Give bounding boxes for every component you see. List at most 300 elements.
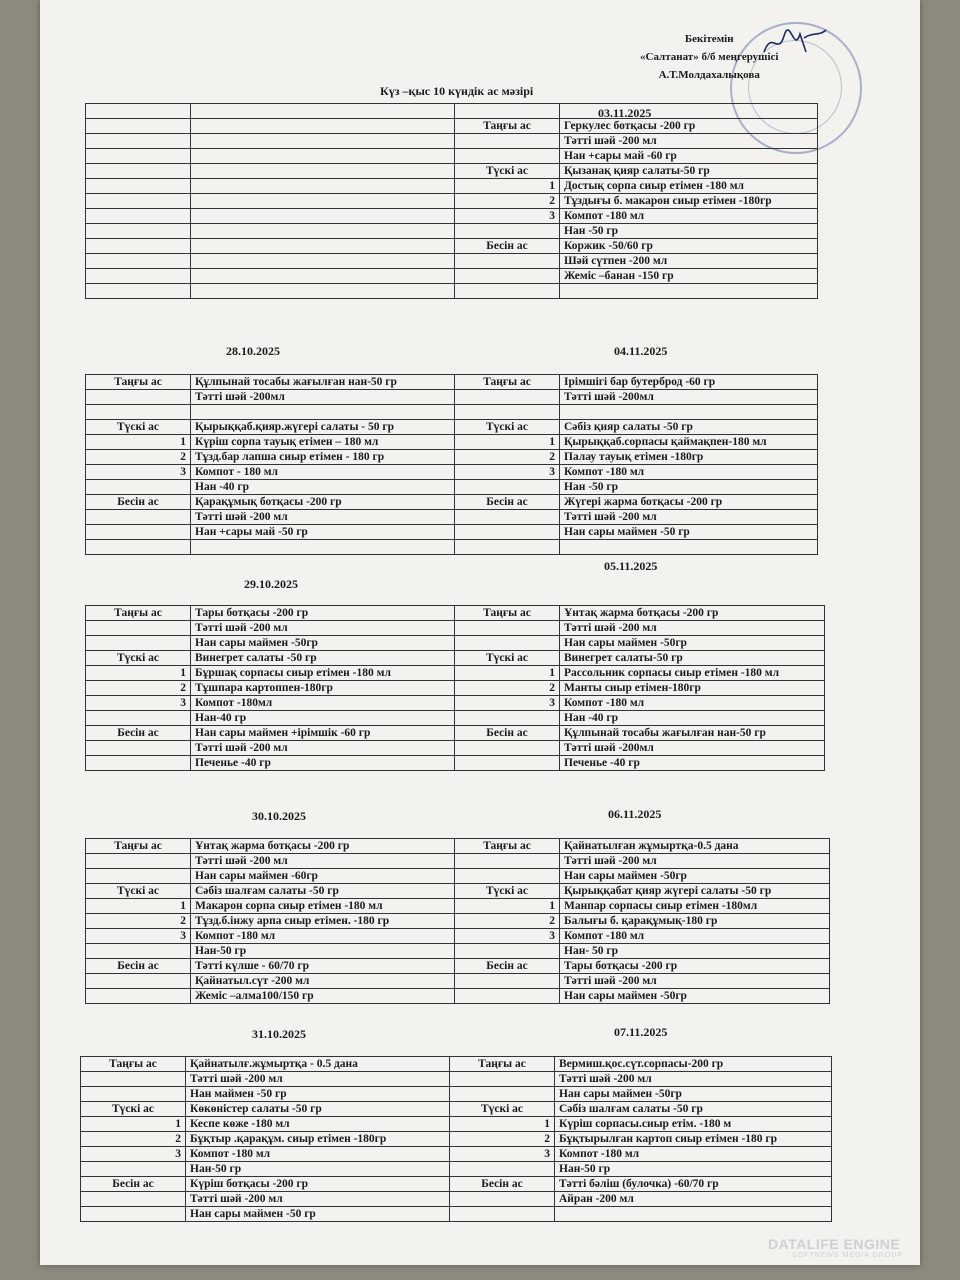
meal-label [86, 869, 191, 884]
meal-label: Таңғы ас [455, 375, 560, 390]
date-label: 31.10.2025 [252, 1027, 306, 1041]
table-row [86, 134, 818, 149]
meal-label [455, 284, 560, 299]
meal-label [450, 1087, 555, 1102]
meal-label [455, 480, 560, 495]
table-row [86, 104, 818, 119]
meal-label: Бесін ас [81, 1177, 186, 1192]
menu-item: Вермиш.қос.сүт.сорпасы-200 гр [555, 1057, 832, 1072]
course-number: 2 [455, 194, 560, 209]
watermark-sub: SOFTNEWS MEDIA GROUP [792, 1252, 904, 1259]
meal-label: Таңғы ас [86, 375, 191, 390]
meal-label: Түскі ас [86, 884, 191, 899]
table-row [86, 525, 818, 540]
meal-label [86, 149, 191, 164]
menu-item [191, 104, 455, 119]
menu-item: Компот -180 мл [560, 929, 830, 944]
course-number: 2 [450, 1132, 555, 1147]
meal-label [455, 944, 560, 959]
meal-label [86, 525, 191, 540]
menu-item: Ұнтақ жарма ботқасы -200 гр [191, 839, 455, 854]
menu-item [191, 540, 455, 555]
table-row [86, 606, 825, 621]
meal-label [86, 636, 191, 651]
table-row [86, 164, 818, 179]
meal-label [455, 525, 560, 540]
date-label: 04.11.2025 [614, 344, 668, 358]
meal-label: Бесін ас [450, 1177, 555, 1192]
meal-label [86, 540, 191, 555]
menu-item: Тәтті шәй -200 мл [560, 510, 818, 525]
table-row [86, 465, 818, 480]
meal-label [455, 224, 560, 239]
meal-label [86, 405, 191, 420]
table-row [86, 149, 818, 164]
meal-label [450, 1072, 555, 1087]
meal-label [86, 390, 191, 405]
menu-item: Тәтті шәй -200 мл [191, 741, 455, 756]
table-row [86, 119, 818, 134]
meal-label: Таңғы ас [455, 606, 560, 621]
menu-item [191, 134, 455, 149]
menu-item: Ұнтақ жарма ботқасы -200 гр [560, 606, 825, 621]
meal-label: Таңғы ас [86, 839, 191, 854]
approval-block [640, 30, 778, 84]
meal-label [86, 134, 191, 149]
menu-item: Тары ботқасы -200 гр [191, 606, 455, 621]
menu-item: Нан -40 гр [191, 480, 455, 495]
table-row [86, 914, 830, 929]
course-number: 3 [450, 1147, 555, 1162]
table-row [81, 1177, 832, 1192]
meal-label [86, 209, 191, 224]
menu-item [555, 1207, 832, 1222]
meal-label [86, 179, 191, 194]
meal-label: Таңғы ас [81, 1057, 186, 1072]
menu-item: Нан- 50 гр [560, 944, 830, 959]
menu-item: Сәбіз шалғам салаты -50 гр [191, 884, 455, 899]
date-label: 07.11.2025 [614, 1025, 668, 1039]
menu-item: Нан сары маймен -60гр [191, 869, 455, 884]
course-number: 1 [455, 179, 560, 194]
menu-item: Винегрет салаты -50 гр [191, 651, 455, 666]
course-number: 3 [455, 209, 560, 224]
table-row [86, 959, 830, 974]
table-row [86, 726, 825, 741]
menu-item: Сәбіз шалғам салаты -50 гр [555, 1102, 832, 1117]
table-row [86, 224, 818, 239]
course-number: 2 [81, 1132, 186, 1147]
meal-label [455, 974, 560, 989]
table-row [81, 1072, 832, 1087]
table-row [81, 1192, 832, 1207]
menu-table-29-10-05-11 [85, 605, 825, 771]
course-number: 1 [86, 666, 191, 681]
table-row [86, 854, 830, 869]
table-row [86, 681, 825, 696]
menu-item: Нан сары маймен -50гр [560, 636, 825, 651]
menu-item: Компот -180 мл [560, 209, 818, 224]
table-row [86, 621, 825, 636]
course-number: 2 [455, 914, 560, 929]
menu-item: Нан сары маймен -50гр [191, 636, 455, 651]
menu-item: Тұздығы б. макарон сиыр етімен -180гр [560, 194, 818, 209]
table-row [86, 390, 818, 405]
meal-label [86, 104, 191, 119]
menu-item: Тәтті шәй -200 мл [191, 510, 455, 525]
menu-item: Тәтті шәй -200 мл [560, 974, 830, 989]
menu-item: Қарақұмық ботқасы -200 гр [191, 495, 455, 510]
meal-label [81, 1162, 186, 1177]
meal-label [455, 405, 560, 420]
menu-item: Нан +сары май -50 гр [191, 525, 455, 540]
meal-label [455, 756, 560, 771]
menu-item [191, 254, 455, 269]
table-row [86, 989, 830, 1004]
menu-item: Нан -40 гр [560, 711, 825, 726]
menu-item [560, 104, 818, 119]
date-label: 29.10.2025 [244, 577, 298, 591]
menu-item: Тәтті шәй -200мл [560, 741, 825, 756]
menu-item: Жеміс –алма100/150 гр [191, 989, 455, 1004]
menu-item: Балығы б. қарақұмық-180 гр [560, 914, 830, 929]
menu-item: Тәтті шәй -200 мл [560, 134, 818, 149]
menu-item: Нан маймен -50 гр [186, 1087, 450, 1102]
meal-label [455, 636, 560, 651]
menu-item [191, 239, 455, 254]
course-number: 2 [86, 681, 191, 696]
course-number: 1 [86, 899, 191, 914]
meal-label [455, 989, 560, 1004]
menu-item: Компот -180 мл [186, 1147, 450, 1162]
menu-table-30-10-06-11 [85, 838, 830, 1004]
menu-item: Күріш сорпасы.сиыр етім. -180 м [555, 1117, 832, 1132]
date-label: 05.11.2025 [604, 559, 658, 573]
meal-label [86, 989, 191, 1004]
table-row [86, 480, 818, 495]
menu-item: Қырыққаб.сорпасы қаймақпен-180 мл [560, 435, 818, 450]
menu-item: Нан сары маймен -50гр [560, 869, 830, 884]
meal-label [86, 269, 191, 284]
menu-item: Тәтті шәй -200 мл [560, 854, 830, 869]
menu-item: Қайнатыл.сүт -200 мл [191, 974, 455, 989]
meal-label [455, 104, 560, 119]
meal-label [86, 194, 191, 209]
menu-table-03-11 [85, 103, 818, 299]
meal-label [86, 510, 191, 525]
menu-item: Печенье -40 гр [191, 756, 455, 771]
course-number: 3 [86, 929, 191, 944]
table-row [86, 929, 830, 944]
date-label: 06.11.2025 [608, 807, 662, 821]
meal-label: Бесін ас [86, 726, 191, 741]
meal-label [455, 390, 560, 405]
meal-label [86, 944, 191, 959]
course-number: 1 [450, 1117, 555, 1132]
meal-label [455, 741, 560, 756]
menu-item: Манты сиыр етімен-180гр [560, 681, 825, 696]
menu-item: Рассольник сорпасы сиыр етімен -180 мл [560, 666, 825, 681]
menu-item [560, 405, 818, 420]
menu-item: Тұзд.бар лапша сиыр етімен - 180 гр [191, 450, 455, 465]
meal-label [455, 621, 560, 636]
table-row [86, 756, 825, 771]
menu-item [191, 149, 455, 164]
meal-label [86, 224, 191, 239]
meal-label [86, 284, 191, 299]
date-label: 30.10.2025 [252, 809, 306, 823]
menu-item: Күріш сорпа тауық етімен – 180 мл [191, 435, 455, 450]
table-row [81, 1207, 832, 1222]
meal-label [86, 164, 191, 179]
menu-item [191, 405, 455, 420]
course-number: 1 [86, 435, 191, 450]
menu-item: Геркулес ботқасы -200 гр [560, 119, 818, 134]
menu-item: Нан сары маймен -50 гр [560, 525, 818, 540]
menu-item: Тәтті шәй -200 мл [191, 621, 455, 636]
menu-item: Манпар сорпасы сиыр етімен -180мл [560, 899, 830, 914]
menu-item: Нан-40 гр [191, 711, 455, 726]
menu-item: Бұқтыр .қарақұм. сиыр етімен -180гр [186, 1132, 450, 1147]
meal-label [86, 756, 191, 771]
course-number: 2 [455, 450, 560, 465]
meal-label [86, 711, 191, 726]
menu-table-31-10-07-11 [80, 1056, 832, 1222]
menu-item: Нан +сары май -60 гр [560, 149, 818, 164]
approval-name: А.Т.Молдахалықова [658, 69, 760, 81]
menu-item [191, 119, 455, 134]
meal-label [450, 1162, 555, 1177]
table-row [86, 899, 830, 914]
menu-item: Тұзд.б.інжу арпа сиыр етімен. -180 гр [191, 914, 455, 929]
table-row [86, 209, 818, 224]
menu-item: Құлпынай тосабы жағылған нан-50 гр [191, 375, 455, 390]
approval-title: Бекітемін [684, 33, 734, 45]
meal-label: Түскі ас [86, 420, 191, 435]
menu-item: Тәтті бәліш (булочка) -60/70 гр [555, 1177, 832, 1192]
menu-item: Бұқтырылған картоп сиыр етімен -180 гр [555, 1132, 832, 1147]
table-row [81, 1117, 832, 1132]
approval-organization: «Салтанат» б/б меңгерушісі [640, 51, 779, 63]
meal-label [86, 621, 191, 636]
meal-label [455, 269, 560, 284]
course-number: 1 [455, 899, 560, 914]
table-row [86, 884, 830, 899]
course-number: 2 [455, 681, 560, 696]
meal-label: Түскі ас [455, 651, 560, 666]
table-row [86, 711, 825, 726]
meal-label: Таңғы ас [455, 839, 560, 854]
meal-label: Таңғы ас [455, 119, 560, 134]
date-label: 03.11.2025 [598, 106, 652, 120]
meal-label [455, 711, 560, 726]
table-row [86, 194, 818, 209]
watermark [768, 1236, 903, 1259]
course-number: 3 [455, 929, 560, 944]
meal-label: Түскі ас [81, 1102, 186, 1117]
meal-label: Бесін ас [455, 959, 560, 974]
menu-item: Нан-50 гр [186, 1162, 450, 1177]
menu-item: Винегрет салаты-50 гр [560, 651, 825, 666]
menu-item: Достық сорпа сиыр етімен -180 мл [560, 179, 818, 194]
course-number: 2 [86, 450, 191, 465]
menu-item: Шәй сүтпен -200 мл [560, 254, 818, 269]
menu-item: Қайнатылғ.жұмыртқа - 0.5 дана [186, 1057, 450, 1072]
table-row [86, 405, 818, 420]
menu-title: Күз –қыс 10 күндік ас мәзірі [380, 84, 534, 98]
menu-item: Компот -180 мл [560, 465, 818, 480]
meal-label [81, 1087, 186, 1102]
menu-item [191, 269, 455, 284]
meal-label [455, 869, 560, 884]
meal-label [455, 149, 560, 164]
course-number: 3 [86, 465, 191, 480]
menu-item: Ірімшігі бар бутерброд -60 гр [560, 375, 818, 390]
course-number: 3 [81, 1147, 186, 1162]
table-row [86, 540, 818, 555]
table-row [86, 284, 818, 299]
menu-item: Қырыққаб.қияр.жүгері салаты - 50 гр [191, 420, 455, 435]
menu-item: Тары ботқасы -200 гр [560, 959, 830, 974]
course-number: 2 [86, 914, 191, 929]
menu-item: Қырыққабат қияр жүгері салаты -50 гр [560, 884, 830, 899]
menu-item: Макарон сорпа сиыр етімен -180 мл [191, 899, 455, 914]
meal-label: Түскі ас [455, 884, 560, 899]
table-row [86, 974, 830, 989]
course-number: 1 [81, 1117, 186, 1132]
menu-item: Коржик -50/60 гр [560, 239, 818, 254]
table-row [86, 450, 818, 465]
menu-item: Тәтті күлше - 60/70 гр [191, 959, 455, 974]
date-label: 28.10.2025 [226, 344, 280, 358]
menu-item: Қызанақ қияр салаты-50 гр [560, 164, 818, 179]
meal-label: Бесін ас [86, 959, 191, 974]
table-row [86, 510, 818, 525]
table-row [81, 1162, 832, 1177]
menu-item [560, 284, 818, 299]
course-number: 3 [455, 696, 560, 711]
table-row [86, 869, 830, 884]
meal-label [455, 854, 560, 869]
menu-item: Жеміс –банан -150 гр [560, 269, 818, 284]
menu-item: Күріш ботқасы -200 гр [186, 1177, 450, 1192]
meal-label [86, 239, 191, 254]
meal-label: Түскі ас [450, 1102, 555, 1117]
table-row [86, 636, 825, 651]
meal-label [455, 134, 560, 149]
menu-item [191, 164, 455, 179]
meal-label [450, 1192, 555, 1207]
menu-item: Печенье -40 гр [560, 756, 825, 771]
table-row [81, 1132, 832, 1147]
menu-item [191, 224, 455, 239]
menu-item: Тәтті шәй -200мл [191, 390, 455, 405]
table-row [86, 696, 825, 711]
table-row [81, 1087, 832, 1102]
table-row [81, 1057, 832, 1072]
menu-item: Тәтті шәй -200 мл [191, 854, 455, 869]
menu-item: Компот -180 мл [560, 696, 825, 711]
course-number: 1 [455, 435, 560, 450]
meal-label [455, 540, 560, 555]
menu-item: Сәбіз қияр салаты -50 гр [560, 420, 818, 435]
menu-item: Нан сары маймен -50гр [555, 1087, 832, 1102]
menu-item: Бұршақ сорпасы сиыр етімен -180 мл [191, 666, 455, 681]
menu-item: Тұшпара картоппен-180гр [191, 681, 455, 696]
table-row [86, 239, 818, 254]
table-row [86, 651, 825, 666]
menu-table-28-10-04-11 [85, 374, 818, 555]
menu-item [191, 284, 455, 299]
menu-item: Нан-50 гр [555, 1162, 832, 1177]
menu-item: Компот -180мл [191, 696, 455, 711]
course-number: 3 [455, 465, 560, 480]
meal-label [86, 974, 191, 989]
menu-item: Тәтті шәй -200 мл [186, 1072, 450, 1087]
menu-item [560, 540, 818, 555]
table-row [81, 1102, 832, 1117]
table-row [86, 495, 818, 510]
menu-item: Тәтті шәй -200 мл [186, 1192, 450, 1207]
table-row [86, 420, 818, 435]
meal-label: Түскі ас [455, 420, 560, 435]
menu-item: Нан сары маймен +ірімшік -60 гр [191, 726, 455, 741]
meal-label [86, 119, 191, 134]
menu-item: Нан-50 гр [191, 944, 455, 959]
meal-label [455, 254, 560, 269]
menu-item [191, 209, 455, 224]
menu-item: Палау тауық етімен -180гр [560, 450, 818, 465]
meal-label: Түскі ас [86, 651, 191, 666]
meal-label [450, 1207, 555, 1222]
table-row [86, 179, 818, 194]
table-row [86, 269, 818, 284]
table-row [81, 1147, 832, 1162]
meal-label [86, 254, 191, 269]
menu-item: Тәтті шәй -200 мл [560, 621, 825, 636]
menu-item: Тәтті шәй -200 мл [555, 1072, 832, 1087]
meal-label [81, 1192, 186, 1207]
meal-label [86, 741, 191, 756]
meal-label: Таңғы ас [86, 606, 191, 621]
table-row [86, 666, 825, 681]
meal-label: Таңғы ас [450, 1057, 555, 1072]
meal-label [455, 510, 560, 525]
menu-item: Көкөністер салаты -50 гр [186, 1102, 450, 1117]
table-row [86, 375, 818, 390]
menu-item: Нан сары маймен -50гр [560, 989, 830, 1004]
menu-item [191, 179, 455, 194]
meal-label [81, 1072, 186, 1087]
menu-item: Нан сары маймен -50 гр [186, 1207, 450, 1222]
menu-item: Кеспе көже -180 мл [186, 1117, 450, 1132]
menu-item: Айран -200 мл [555, 1192, 832, 1207]
table-row [86, 741, 825, 756]
table-row [86, 944, 830, 959]
menu-item: Жүгері жарма ботқасы -200 гр [560, 495, 818, 510]
watermark-brand: DATALIFE ENGINE [768, 1236, 901, 1252]
meal-label: Бесін ас [455, 495, 560, 510]
menu-item: Тәтті шәй -200мл [560, 390, 818, 405]
course-number: 1 [455, 666, 560, 681]
meal-label: Бесін ас [86, 495, 191, 510]
menu-item: Компот - 180 мл [191, 465, 455, 480]
menu-item [191, 194, 455, 209]
table-row [86, 254, 818, 269]
menu-item: Құлпынай тосабы жағылған нан-50 гр [560, 726, 825, 741]
meal-label: Түскі ас [455, 164, 560, 179]
course-number: 3 [86, 696, 191, 711]
